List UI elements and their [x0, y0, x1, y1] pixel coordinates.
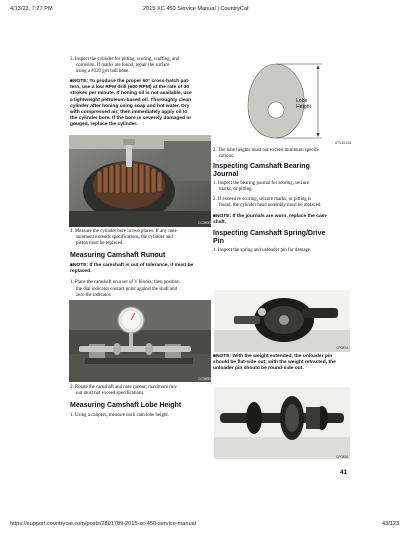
photo-weight-extended [214, 290, 350, 352]
text-line: tern, use a low RPM drill (600 RPM) at the rate of 30 [70, 85, 190, 91]
text-line: ■NOTE: If the camshaft is out of tolerance, it must be [70, 263, 194, 269]
heading-measuring-camshaft-runout: Measuring Camshaft Runout [70, 252, 166, 260]
right-column [213, 148, 353, 254]
text-line: 2. The lobe heights must not exceed minimum specifi- [213, 148, 320, 153]
lobe-height-label [296, 98, 311, 111]
text-line: should be flat-side out; with the weight retracted, the [213, 360, 336, 366]
text-line: with compressed air; then immediately apply oil to [70, 109, 188, 115]
figure-code: CF080A [336, 455, 349, 459]
heading-measuring-camshaft-lobe-height: Measuring Camshaft Lobe Height [70, 402, 182, 410]
heading-inspecting-camshaft-spring-drive-pin [213, 230, 353, 246]
text-line: ■NOTE: To produce the proper 60° cross-hatch pat- [70, 79, 190, 85]
heading-line: Inspecting Camshaft Spring/Drive [213, 229, 326, 237]
text-line: 1. Inspect the bearing journal for scoring, seizure [213, 181, 310, 187]
heading-line: Pin [213, 237, 224, 245]
weight-extended-image [214, 290, 350, 352]
text-line: 1. Inspect the spring and unloader pin for damage. [213, 247, 312, 253]
label-line: Height [296, 104, 311, 111]
text-line: 3. Inspect the cylinder for pitting, scoring, scuffing, and [70, 57, 180, 62]
text-line: ■NOTE: With the weight extended, the unloader pin [213, 354, 333, 359]
text-line: piston must be replaced. [76, 241, 124, 247]
lobe-height-diagram [214, 54, 350, 146]
note-honing [70, 79, 210, 128]
page-number: 41 [340, 469, 348, 476]
print-url: https://support.countrycat.com/posts/2801789-2015-xc-450-service-manual [10, 521, 196, 527]
text-line: the dial indicator contact point against the shaft and [76, 286, 178, 292]
print-page-count: 43/123 [382, 521, 400, 527]
weight-retracted-image [214, 387, 350, 459]
text-line: ■NOTE: If the journals are worn, replace the cam- [213, 213, 328, 219]
text-line: marks, or pitting. [219, 187, 253, 193]
heading-inspecting-camshaft-bearing-journal [213, 163, 353, 179]
step-2-excessive-scoring [213, 197, 353, 209]
heading-line: Journal [213, 171, 239, 179]
dial-indicator-image [69, 300, 211, 382]
text-line: found, the cylinder head assembly must be replaced. [219, 203, 322, 209]
text-line: unloader pin should be round-side out. [213, 366, 304, 372]
text-line: strokes per minute. If honing oil is not available, use [70, 91, 192, 97]
text-line: gouged, replace the cylinder. [70, 121, 138, 127]
note-weight-extended [213, 354, 353, 372]
right-column-note [213, 354, 353, 372]
left-column-mid [70, 229, 210, 299]
figure-code: CF081A [336, 346, 349, 350]
figure-lobe-height [214, 54, 350, 146]
photo-camshaft-runout [69, 300, 211, 382]
step-4-measure-bore [70, 229, 210, 247]
step-3-inspect-cylinder [70, 57, 210, 75]
photo-cylinder-hone [69, 135, 211, 227]
step-2-rotate-camshaft [70, 385, 210, 397]
label-line: Lobe [296, 98, 308, 104]
text-line: zero the indicator. [76, 292, 112, 298]
figure-code: ATV1013A [335, 141, 352, 145]
figure-code: CC390D [198, 221, 212, 225]
text-line: a lightweight petroleum-based oil. Thoroughly clean [70, 97, 192, 103]
text-line: surement exceeds specifications, the cylinder and [76, 235, 173, 241]
step-1-inspect-journal [213, 181, 353, 193]
step-1-v-blocks [70, 280, 210, 298]
step-1-inspect-spring [213, 248, 353, 254]
left-column [70, 57, 210, 128]
note-camshaft-tolerance [70, 263, 210, 275]
text-line: out must not exceed specifications. [76, 391, 145, 397]
note-journals-worn [213, 214, 353, 226]
figure-code: CC383D [198, 377, 212, 381]
text-line: 2. If excessive scoring, seizure marks, or pitting is [213, 197, 312, 203]
left-column-bottom [70, 385, 210, 419]
text-line: 2. Rotate the camshaft and note runout; maximum run- [70, 385, 178, 390]
text-line: the cylinder bore. If the bore is severely damaged or [70, 115, 192, 121]
photo-weight-retracted [214, 387, 350, 459]
heading-line: Inspecting Camshaft Bearing [213, 163, 310, 171]
step-1-calipers [70, 413, 210, 419]
text-line: cations. [219, 154, 235, 160]
text-line: using a #320 grit ball hone. [76, 69, 130, 75]
cylinder-hone-image [69, 135, 211, 227]
text-line: corrosion. If marks are found, repair the surface [76, 63, 170, 69]
print-datetime: 4/13/23, 7:27 PM [10, 6, 53, 12]
text-line: 1. Place the camshaft on a set of V blocks; then position [70, 280, 180, 286]
text-line: 4. Measure the cylinder bore in two places. If any mea- [70, 229, 179, 234]
text-line: 1. Using a calipers, measure each cam lobe height. [70, 413, 169, 419]
step-2-lobe-heights [213, 148, 353, 160]
print-title: 2015 XC 450 Service Manual | CountryCat [143, 6, 249, 12]
text-line: replaced. [70, 269, 92, 275]
text-line: shaft. [213, 219, 227, 225]
text-line: cylinder after honing using soap and hot water. Dry [70, 103, 190, 109]
